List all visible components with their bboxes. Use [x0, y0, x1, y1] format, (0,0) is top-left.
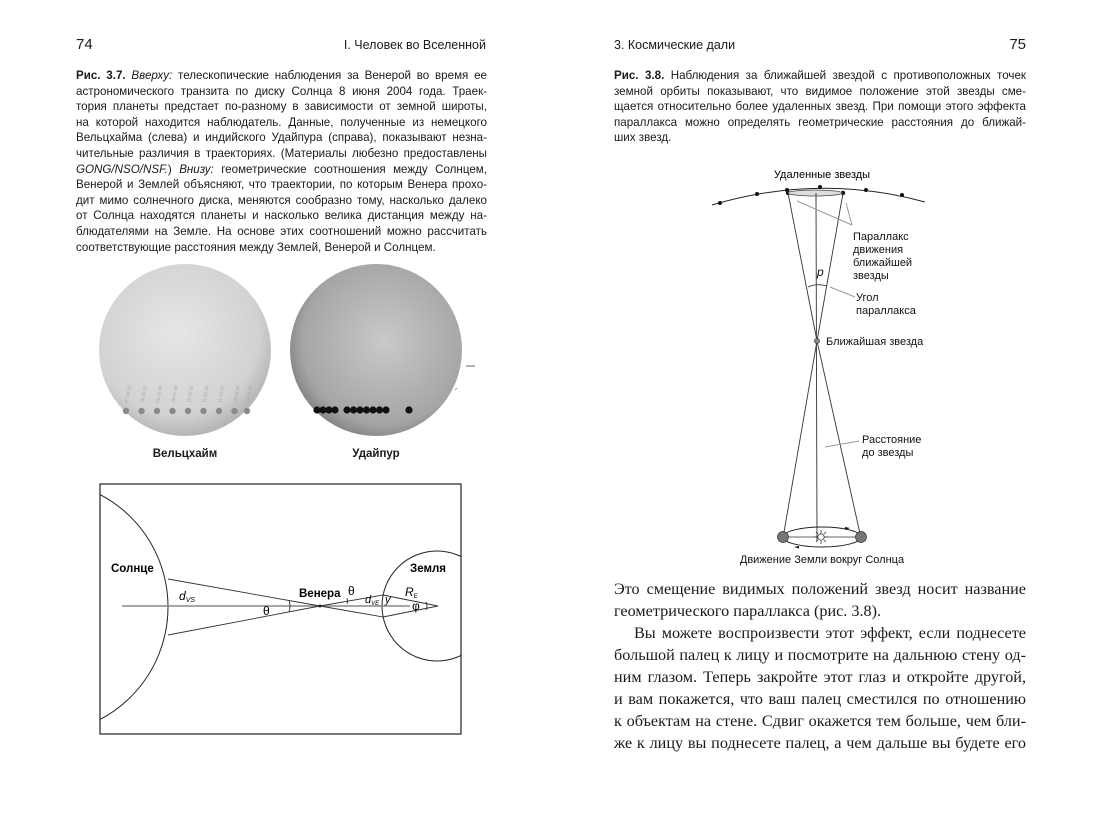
parallax-diagram: [712, 169, 925, 566]
label-parallax-3: ближайшей: [853, 257, 913, 269]
sun-outline: [0, 480, 168, 734]
sun-icon: [814, 530, 828, 544]
body-line: Это смещение видимых положений звезд носит название: [614, 580, 1026, 598]
timestamp-label: 12:25:46: [232, 385, 241, 404]
caption-text: астрономического транзита по диску Солнца 8 июня 2004 года. Траек-: [76, 84, 487, 98]
label-venus: Венера: [299, 588, 341, 600]
label-dve: dVE: [365, 594, 380, 607]
parallax-ellipse: [788, 190, 842, 196]
body-line: и вам покажется, что ваш палец сместился по отношению: [614, 690, 1026, 708]
caption-line: [614, 84, 1026, 100]
caption-text: тория планеты предстает по-разному в зависимости от земной широты,: [76, 100, 487, 114]
label-angle-2: параллакса: [856, 305, 916, 317]
running-head-left: I. Человек во Вселенной: [343, 38, 486, 52]
earth-position-1: [778, 532, 789, 543]
caption-text: геометрические соотношения между Солнцем,: [213, 162, 487, 176]
label-sun: Солнце: [111, 563, 154, 575]
body-line: большой палец к лицу и посмотрите на дальнюю стену од-: [614, 646, 1026, 664]
label-theta-1: θ: [263, 604, 270, 618]
caption-line: [614, 99, 1026, 115]
caption-text: чительные различия в траекториях. (Материалы любезно предоставлены: [76, 146, 487, 160]
label-theta-2: θ: [348, 584, 355, 598]
body-line: к объектам на стене. Сдвиг окажется тем больше, чем бли-: [614, 712, 1026, 730]
timestamp-label: 10:22:35: [186, 385, 195, 404]
label-phi: φ: [412, 599, 420, 613]
nearest-star: [814, 338, 819, 343]
label-earth-motion: Движение Земли вокруг Солнца: [739, 554, 905, 566]
caption-text: от Солнца находятся планеты и насколько велика дистанция между на-: [76, 209, 487, 223]
caption-line: [614, 130, 1026, 146]
timestamp-label: 08:20:41: [139, 385, 148, 404]
label-re: RE: [405, 585, 418, 600]
caption-text: на которой находится наблюдатель. Данные, полученные из немецкого: [76, 115, 487, 129]
photo-label-welzheim: Вельцхайм: [152, 448, 218, 460]
label-dvs: dVS: [179, 589, 196, 604]
caption-text: щается относительно более удаленных звезд. При помощи этого эффекта: [614, 100, 1026, 114]
caption-text: Венерой и Землей объясняют, что траектории, по которым Венера прохо-: [76, 178, 487, 192]
label-distance-2: до звезды: [862, 447, 914, 459]
label-distance-1: Расстояние: [862, 434, 922, 446]
caption-text: ): [167, 162, 180, 176]
label-angle-1: Угол: [856, 292, 879, 304]
timestamp-label: 07:39:10: [124, 385, 133, 404]
caption-line: [614, 68, 1026, 84]
body-line: геометрического параллакса (рис. 3.8).: [614, 602, 882, 620]
diagram-frame: [100, 484, 461, 734]
caption-text: дит мимо солнечного диска, меняются сообразно тому, насколько далеко: [76, 193, 487, 207]
page-number-left: 74: [76, 36, 93, 53]
timestamp-label: 13:04:00: [245, 385, 254, 404]
page-number-right: 75: [1009, 36, 1026, 53]
caption-text: ших звезд.: [614, 131, 672, 145]
timestamp-label: 11:03:39: [201, 385, 210, 404]
photo-label-udaipur: Удайпур: [352, 448, 400, 460]
label-parallax-1: Параллакс: [853, 231, 909, 243]
body-line: ним глазом. Теперь закройте этот глаз и откройте другой,: [614, 668, 1026, 686]
label-distant-stars: Удаленные звезды: [773, 169, 871, 181]
figure-label: Рис. 3.7.: [76, 69, 126, 82]
label-earth: Земля: [410, 563, 446, 575]
body-text: [614, 578, 1026, 754]
caption-text: Наблюдения за ближайшей звездой с противоположных точек: [664, 69, 1026, 82]
running-head-right: 3. Космические дали: [614, 38, 736, 52]
caption-text: земной орбиты показывают, что видимое положение этой звезды сме-: [614, 84, 1026, 98]
label-parallax-4: звезды: [853, 270, 889, 282]
label-parallax-2: движения: [853, 244, 904, 256]
label-y: y: [385, 594, 391, 606]
caption-text: Вверху:: [131, 69, 173, 82]
caption-text: Внизу:: [179, 162, 214, 176]
label-nearest-star: Ближайшая звезда: [826, 336, 924, 348]
caption-text: телескопические наблюдения за Венерой во время ее: [172, 69, 487, 82]
annotation-arrows: [797, 201, 859, 447]
figure-caption-3-8: [614, 68, 1026, 146]
figure-label: Рис. 3.8.: [614, 69, 665, 82]
body-line: Вы можете воспроизвести этот эффект, если поднесете: [634, 624, 1026, 642]
timestamp-label: 09:00:45: [155, 385, 164, 404]
labels: [740, 231, 924, 566]
caption-text: Вельцхайма (слева) и индийского Удайпура (справа), показывают незна-: [76, 131, 487, 145]
sightlines: [783, 193, 861, 541]
caption-text: соответствующие расстояния между Землей, Венерой и Солнцем.: [76, 240, 436, 254]
body-line: же к лицу вы поднесете палец, а чем дальше вы будете его: [614, 734, 1026, 752]
caption-text: GONG/NSO/NSF.: [76, 162, 168, 176]
caption-text: блюдателями на Земле. На основе этих соотношений можно рассчитать: [76, 224, 487, 238]
sun-venus-earth-diagram: [0, 480, 492, 734]
label-p: p: [817, 265, 824, 279]
timestamp-label: 09:41:40: [170, 385, 179, 404]
timestamp-label: 11:43:43: [217, 385, 225, 404]
caption-text: параллакса можно определять геометрические расстояния до ближай-: [614, 115, 1026, 129]
earth-position-2: [856, 532, 867, 543]
caption-line: [614, 115, 1026, 131]
